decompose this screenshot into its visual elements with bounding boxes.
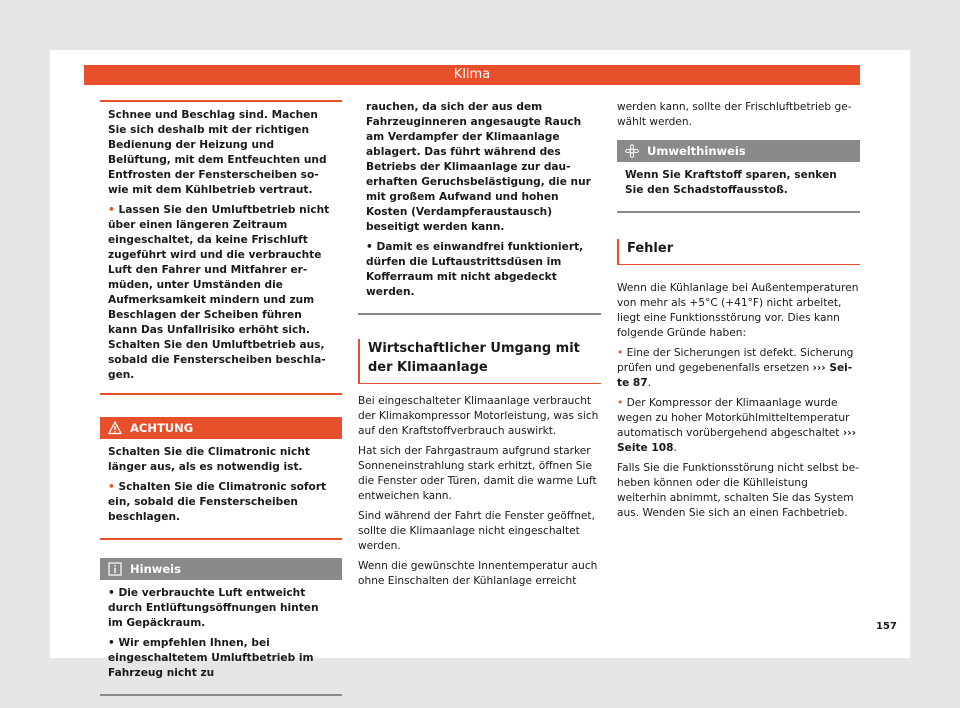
note-bullet-1: • Die verbrauchte Luft entweicht durch Entlüftungsöffnungen hinten im Gepäckraum. xyxy=(108,587,319,629)
warning-header xyxy=(100,417,342,439)
environment-text: Wenn Sie Kraftstoff sparen, senken Sie den Schadstoffausstoß. xyxy=(625,169,837,196)
page-number: 157 xyxy=(876,621,897,632)
errors-body xyxy=(617,281,860,521)
note-callout xyxy=(100,558,342,696)
chapter-header xyxy=(84,65,860,85)
column-left xyxy=(100,100,342,696)
note-header xyxy=(100,558,342,580)
paragraph: Falls Sie die Funktionsstörung nicht selbst beheben können oder die Kühlleistung weiterhin abnimmt, schalten Sie das System aus. Wenden Sie sich an einen Fachbetrieb. xyxy=(617,462,859,519)
paragraph: Hat sich der Fahrgastraum aufgrund starker Sonneneinstrahlung stark erhitzt, öffnen Sie die Fenster oder Türen, damit die warme Luft entweichen kann. xyxy=(358,445,597,502)
paragraph: werden kann, sollte der Frischluftbetrieb gewählt werden. xyxy=(617,101,852,128)
environment-body xyxy=(617,162,860,213)
paragraph: Bei eingeschalteter Klimaanlage verbraucht der Klimakompressor Motorleistung, was sich auf den Kraftstoffverbrauch auswirkt. xyxy=(358,395,599,437)
paragraph: Wenn die gewünschte Innentemperatur auch ohne Einschalten der Kühlanlage erreicht xyxy=(358,560,598,587)
note-bullet-2: • Wir empfehlen Ihnen, bei eingeschaltetem Umluftbetrieb im Fahrzeug nicht zu xyxy=(108,637,314,679)
leaf-icon xyxy=(625,144,639,158)
column-right xyxy=(617,100,860,526)
warning-callout xyxy=(100,417,342,540)
environment-header xyxy=(617,140,860,162)
warning-triangle-icon xyxy=(108,421,122,435)
economy-body xyxy=(358,394,601,589)
note-body xyxy=(100,580,342,696)
error-bullet-2: • Der Kompressor der Klimaanlage wurde wegen zu hoher Motorkühlmitteltemperatur automatisch vorübergehend abgeschaltet ››› Seite 108. xyxy=(617,397,856,454)
page-reference-link[interactable]: ››› Seite 87 xyxy=(617,362,853,389)
page-reference-link[interactable]: ››› Seite 108 xyxy=(617,427,856,454)
note-cont-text: rauchen, da sich der aus dem Fahrzeuginneren angesaugte Rauch am Verdampfer der Klimaanlage ablagert. Das führt während des Betriebs der Klimaanlage zur dauerhaften Geruchsbelästigung, die nur mit großem Aufwand und hohen Kosten (Verdampferaustausch) beseitigt werden kann. xyxy=(366,101,591,233)
warning-body xyxy=(100,439,342,540)
safety-box xyxy=(100,100,342,395)
note-title: Hinweis xyxy=(130,562,181,576)
paragraph: Sind während der Fahrt die Fenster geöffnet, sollte die Klimaanlage nicht eingeschaltet werden. xyxy=(358,510,595,552)
safety-box-bullet: • Lassen Sie den Umluftbetrieb nicht über einen längeren Zeitraum eingeschaltet, da keine Frischluft zugeführt wird und die verbrauchte Luft den Fahrer und Mitfahrer ermüden, unter Umständen die Aufmerksamkeit mindern und zum Beschlagen der Scheiben führen kann Das Unfallrisiko erhöht sich. Schalten Sie den Umluftbetrieb aus, sobald die Fensterscheiben beschlagen. xyxy=(108,204,330,381)
note-continuation xyxy=(358,100,601,315)
info-icon xyxy=(108,562,122,576)
paragraph: Wenn die Kühlanlage bei Außentemperaturen von mehr als +5°C (+41°F) nicht arbeitet, liegt eine Funktionsstörung vor. Dies kann folgende Gründe haben: xyxy=(617,282,859,339)
column-middle xyxy=(358,100,601,594)
economy-body-cont xyxy=(617,100,860,130)
safety-box-text: Schnee und Beschlag sind. Machen Sie sich deshalb mit der richtigen Bedienung der Heizung und Belüftung, mit dem Entfeuchten und Entfrosten der Fensterscheiben sowie mit dem Kühlbetrieb vertraut. xyxy=(108,109,327,196)
section-title-economy: Wirtschaftlicher Umgang mit der Klimaanlage xyxy=(358,339,601,384)
warning-title: ACHTUNG xyxy=(130,421,194,435)
section-title-errors: Fehler xyxy=(617,239,860,265)
note-cont-bullet: • Damit es einwandfrei funktioniert, dürfen die Luftaustrittsdüsen im Kofferraum mit nicht abgedeckt werden. xyxy=(366,241,584,298)
error-bullet-1: • Eine der Sicherungen ist defekt. Sicherung prüfen und gegebenenfalls ersetzen ››› Seite 87. xyxy=(617,347,854,389)
environment-title: Umwelthinweis xyxy=(647,144,746,158)
warning-bullet: • Schalten Sie die Climatronic sofort ein, sobald die Fensterscheiben beschlagen. xyxy=(108,481,327,523)
warning-text: Schalten Sie die Climatronic nicht länger aus, als es notwendig ist. xyxy=(108,446,310,473)
chapter-title: Klima xyxy=(453,67,491,82)
environment-callout xyxy=(617,140,860,213)
